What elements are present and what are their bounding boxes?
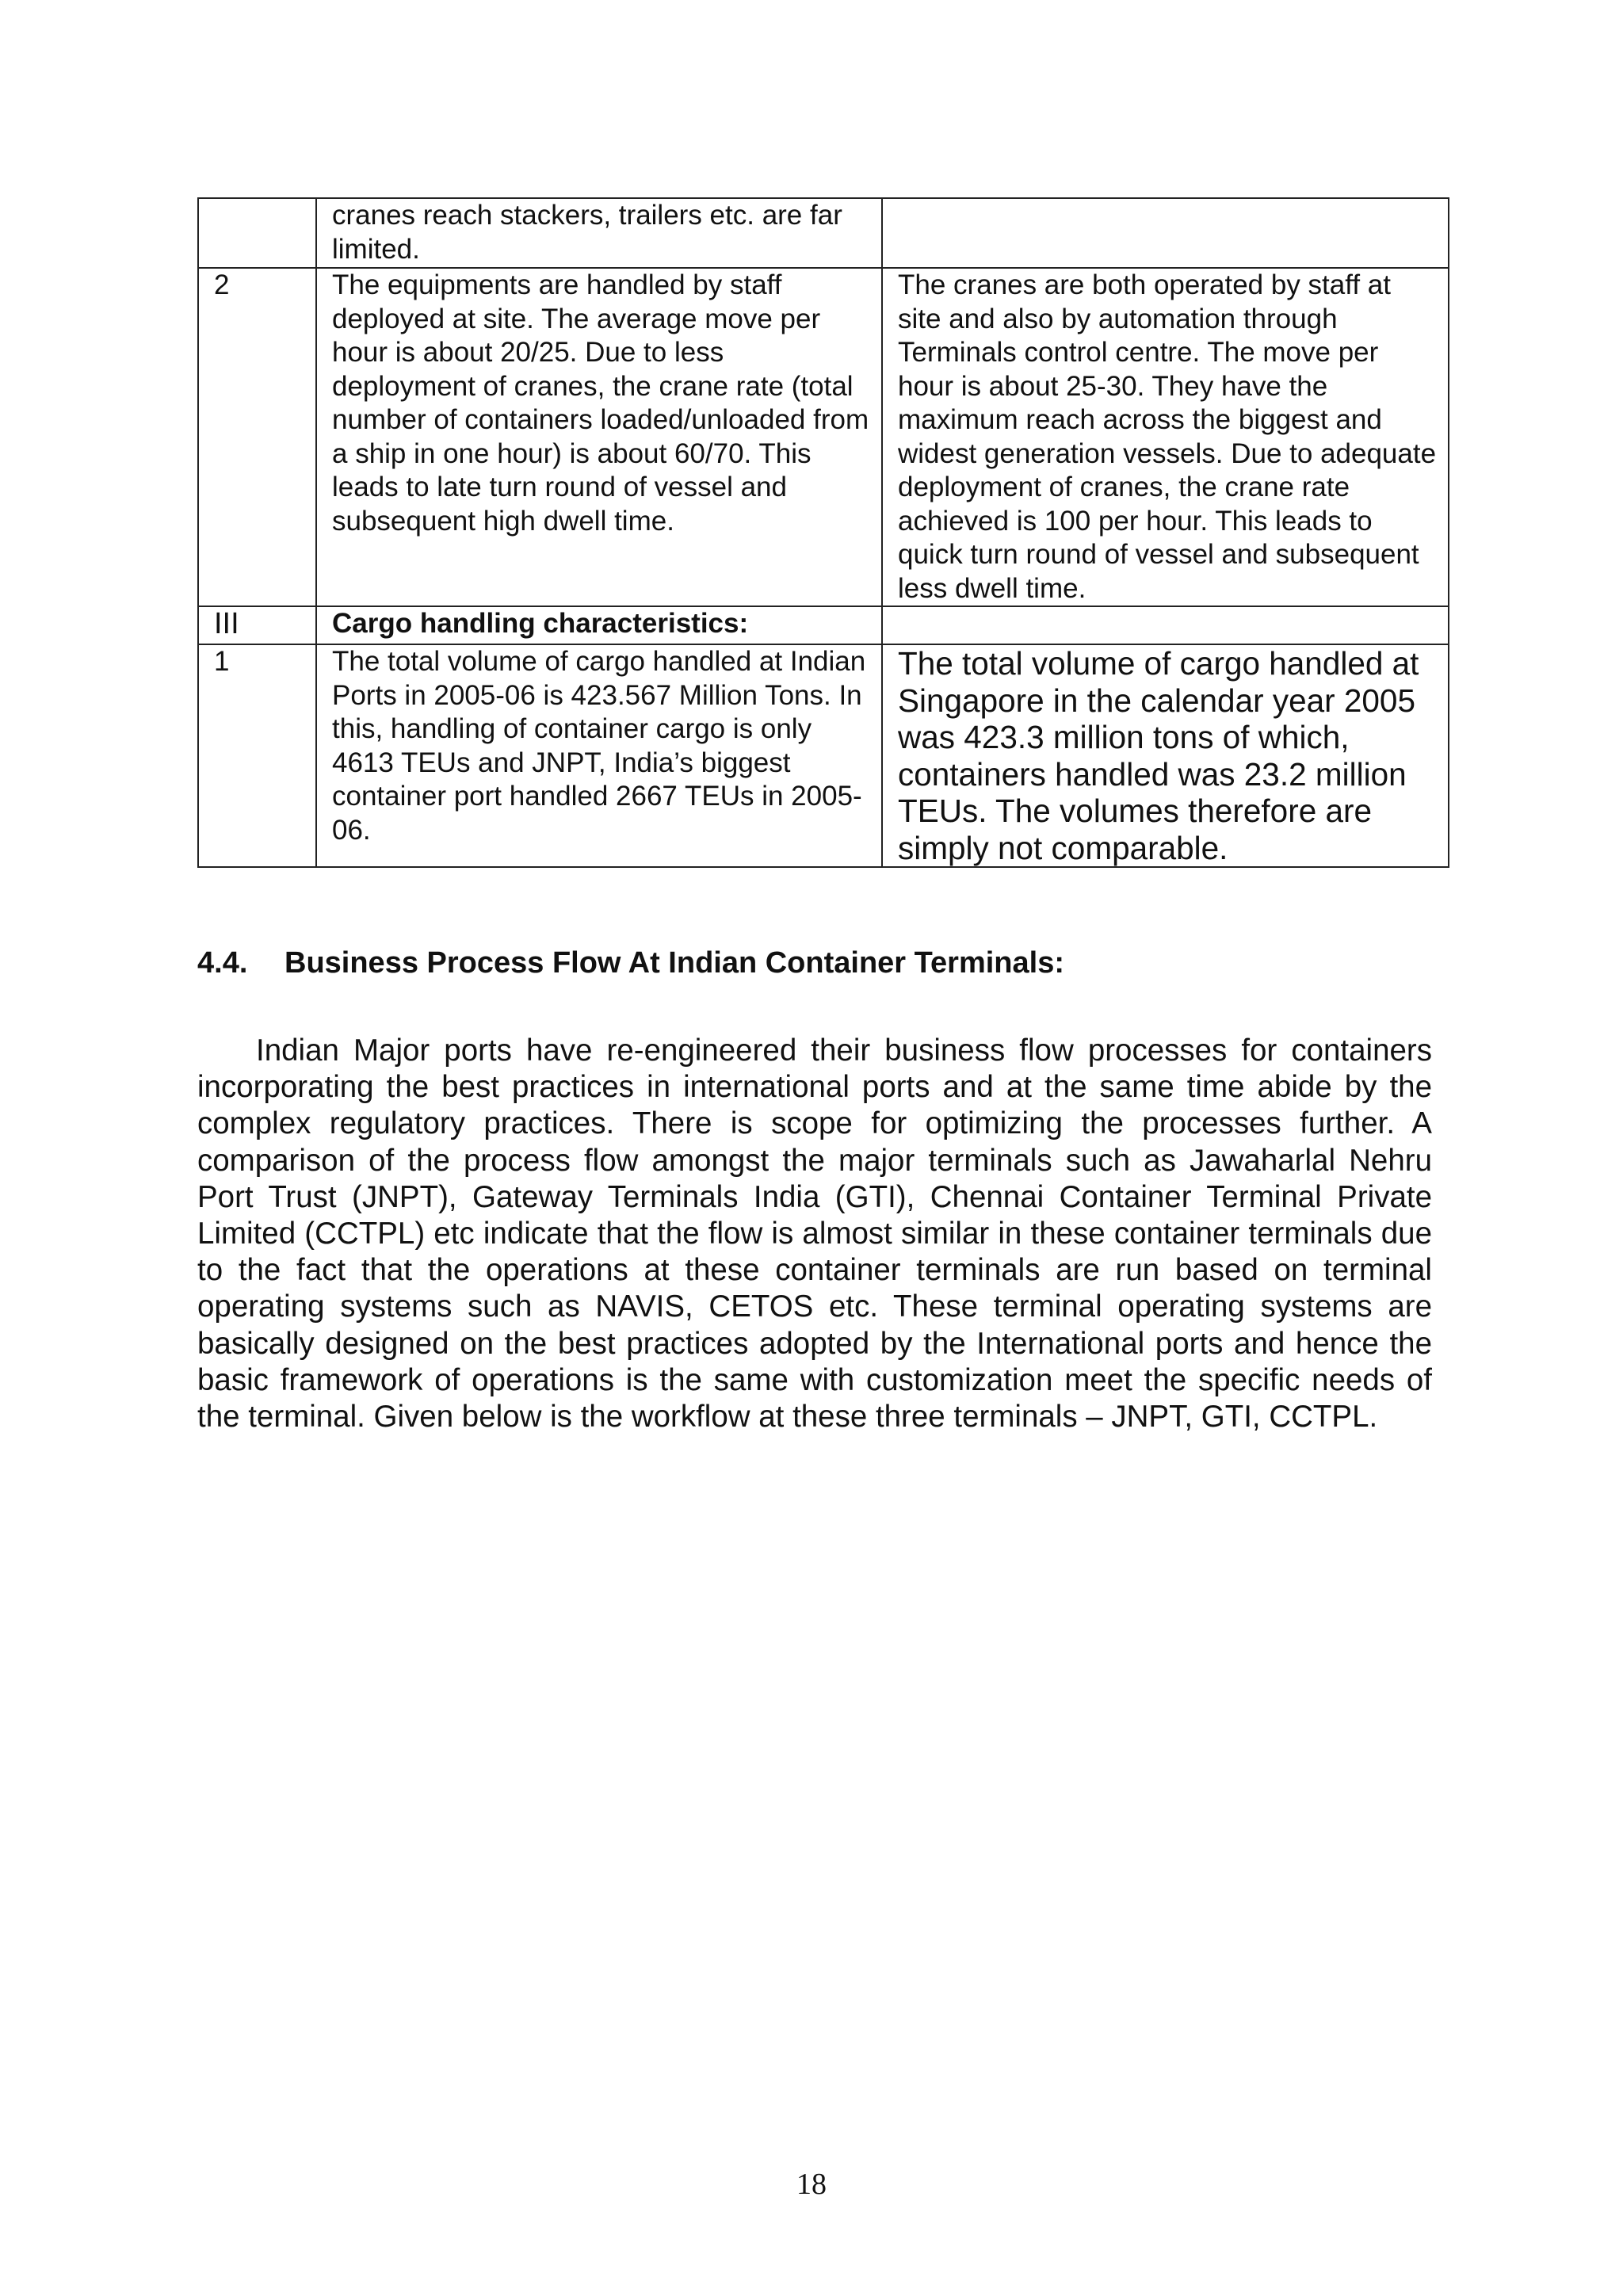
page-number: 18: [796, 2168, 827, 2201]
comparison-table: [197, 197, 1449, 868]
table-row: [198, 198, 1449, 268]
section-heading: [197, 945, 1064, 981]
row-number: 1: [198, 644, 316, 867]
table-row: [198, 606, 1449, 644]
india-cell: cranes reach stackers, trailers etc. are far limited.: [316, 198, 882, 268]
section-number: 4.4.: [197, 946, 248, 980]
table-row: [198, 268, 1449, 606]
singapore-cell: The cranes are both operated by staff at site and also by automation through Terminals control centre. The move per hour is about 25-30. They have the maximum reach across the biggest and widest generation vessels. Due to adequate deployment of cranes, the crane rate achieved is 100 per hour. This leads to quick turn round of vessel and subsequent less dwell time.: [882, 268, 1449, 606]
row-heading: Cargo handling characteristics:: [316, 606, 882, 644]
india-cell: The equipments are handled by staff deployed at site. The average move per hour is about 20/25. Due to less deployment of cranes, the crane rate (total number of containers loaded/unloaded from a ship in one hour) is about 60/70. This leads to late turn round of vessel and subsequent high dwell time.: [316, 268, 882, 606]
singapore-cell: The total volume of cargo handled at Singapore in the calendar year 2005 was 423.3 million tons of which, containers handled was 23.2 million TEUs. The volumes therefore are simply not comparable.: [882, 644, 1449, 867]
row-number: III: [198, 606, 316, 644]
singapore-cell: [882, 198, 1449, 268]
row-number: 2: [198, 268, 316, 606]
row-number: [198, 198, 316, 268]
india-cell: The total volume of cargo handled at Indian Ports in 2005-06 is 423.567 Million Tons. In this, handling of container cargo is only 4613 TEUs and JNPT, India’s biggest container port handled 2667 TEUs in 2005-06.: [316, 644, 882, 867]
section-title: Business Process Flow At Indian Container Terminals:: [285, 946, 1064, 980]
singapore-cell: [882, 606, 1449, 644]
table-row: [198, 644, 1449, 867]
body-paragraph: Indian Major ports have re-engineered their business flow processes for containers incorporating the best practices in international ports and at the same time abide by the complex regulatory practices. There is scope for optimizing the processes further. A comparison of the process flow amongst the major terminals such as Jawaharlal Nehru Port Trust (JNPT), Gateway Terminals India (GTI), Chennai Container Terminal Private Limited (CCTPL) etc indicate that the flow is almost similar in these container terminals due to the fact that the operations at these container terminals are run based on terminal operating systems such as NAVIS, CETOS etc. These terminal operating systems are basically designed on the best practices adopted by the International ports and hence the basic framework of operations is the same with customization meet the specific needs of the terminal. Given below is the workflow at these three terminals – JNPT, GTI, CCTPL.: [197, 1033, 1432, 1435]
